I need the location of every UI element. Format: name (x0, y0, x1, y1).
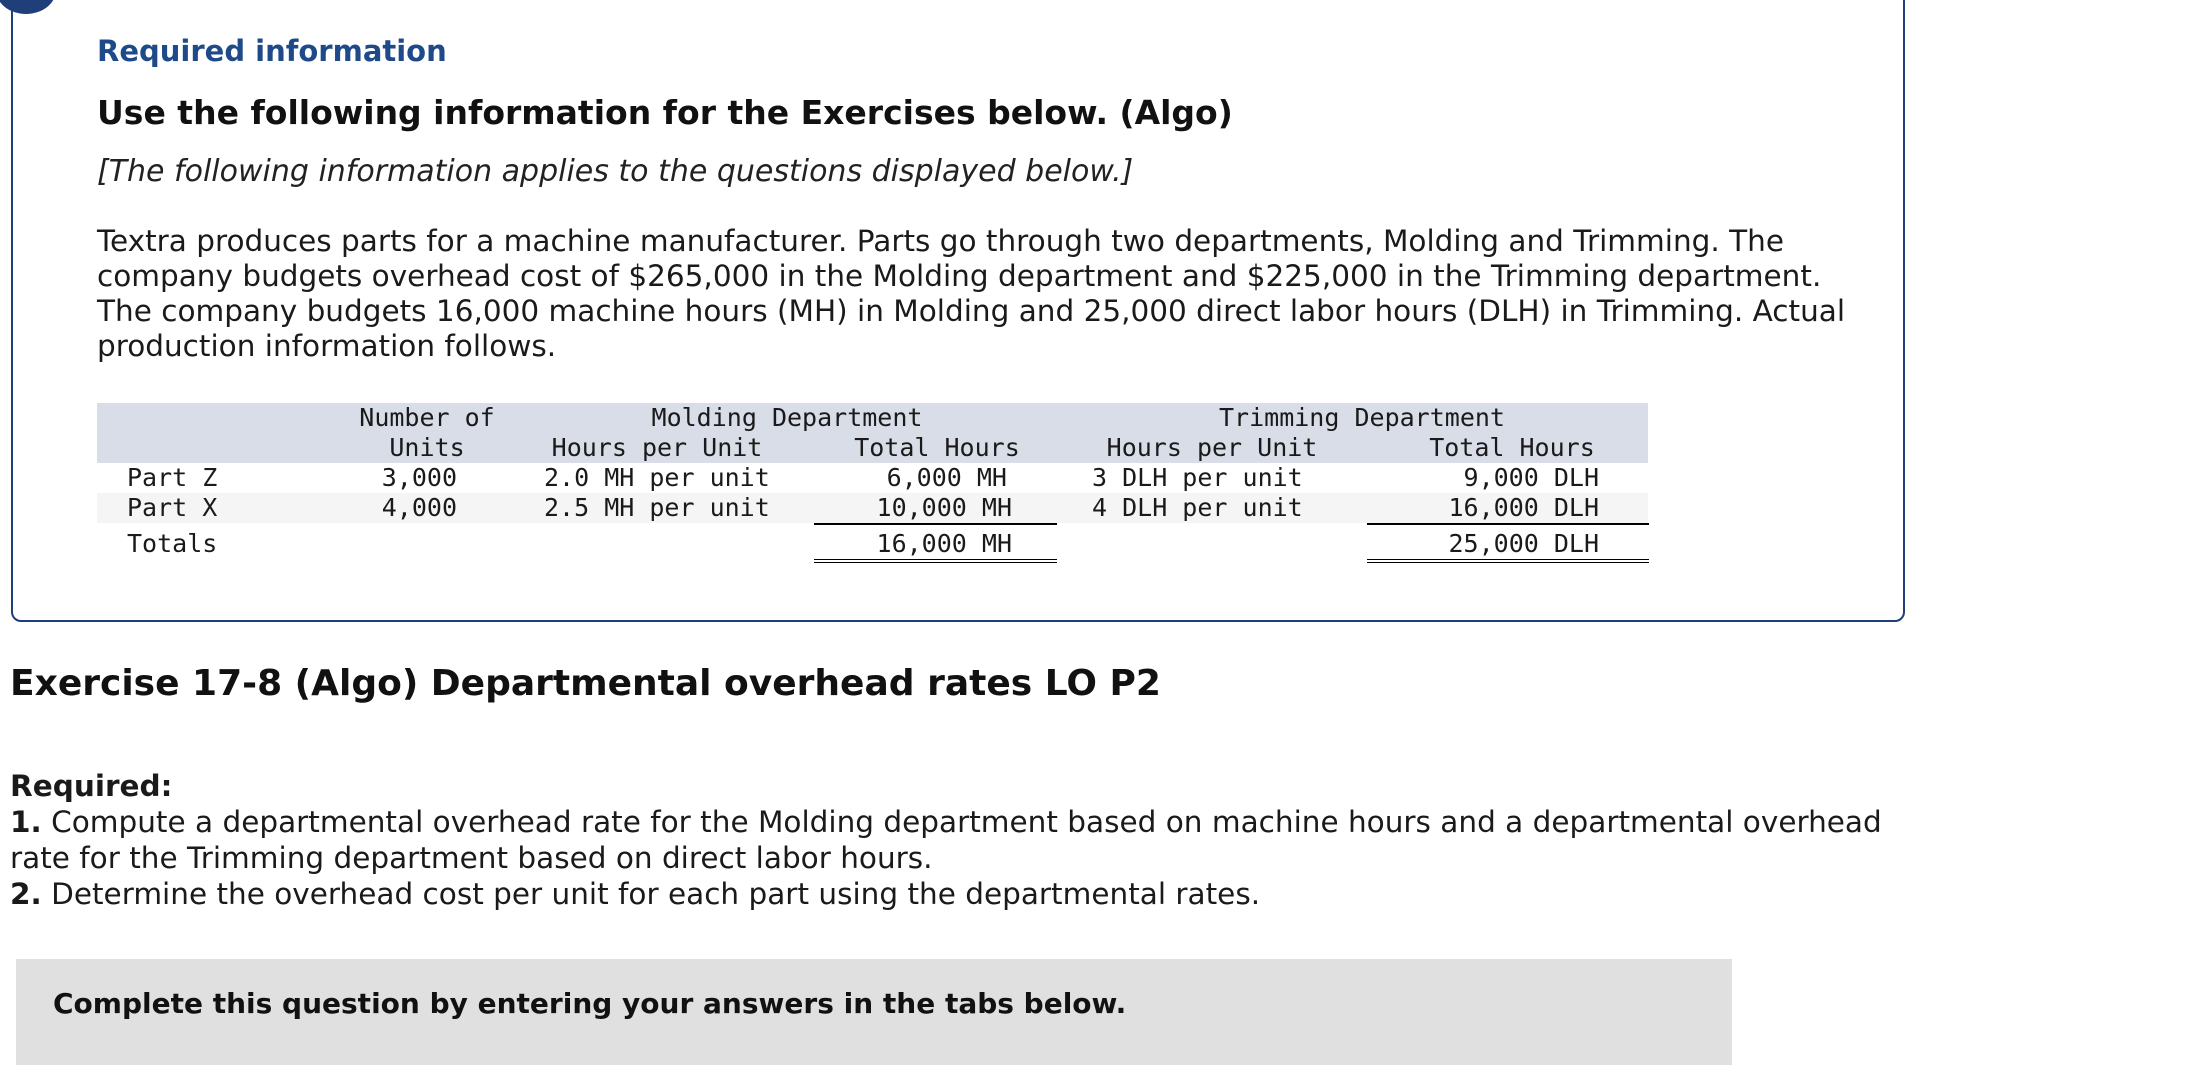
required-item-2 (10, 876, 1910, 912)
instruction-banner (16, 959, 1732, 1065)
trimming-hours-per-unit-header: Hours per Unit (1106, 433, 1318, 462)
required-item-1 (10, 804, 1910, 876)
scenario-paragraph: Textra produces parts for a machine manufacturer. Parts go through two departments, Molding and Trimming. The company budgets overhead cost of $265,000 in the Molding department and $225,000 in the Trimming department. The company budgets 16,000 machine hours (MH) in Molding and 25,000 direct labor hours (DLH) in Trimming. Actual production information follows. (97, 224, 1846, 363)
instruction-text: Complete this question by entering your answers in the tabs below. (53, 987, 1127, 1020)
exercise-title: Exercise 17-8 (Algo) Departmental overhead rates LO P2 (10, 663, 1161, 704)
units-header: Units (389, 433, 465, 462)
molding-hours-per-unit-header: Hours per Unit (551, 433, 763, 462)
molding-total-hours: 10,000 MH (814, 493, 1057, 525)
molding-hours-per-unit: 2.5 MH per unit (544, 493, 770, 522)
units-value: 4,000 (381, 493, 457, 522)
trimming-hours-per-unit: 4 DLH per unit (1092, 493, 1303, 522)
table-row (97, 493, 1648, 523)
item-number: 1. (10, 805, 42, 839)
part-name: Part X (127, 493, 218, 522)
required-information-heading: Required information (97, 34, 447, 68)
molding-department-header: Molding Department (651, 403, 923, 432)
molding-hours-per-unit: 2.0 MH per unit (544, 463, 770, 492)
required-label: Required: (10, 769, 173, 803)
trimming-department-header: Trimming Department (1219, 403, 1505, 432)
molding-total-hours-header: Total Hours (854, 433, 1020, 462)
required-section (10, 768, 1910, 912)
units-value: 3,000 (381, 463, 457, 492)
totals-row (97, 523, 1648, 571)
molding-total-hours: 6,000 MH (886, 463, 1007, 492)
item-number: 2. (10, 877, 42, 911)
item-text: Compute a departmental overhead rate for the Molding department based on machine hours and a departmental overhead rate for the Trimming department based on direct labor hours. (10, 805, 1882, 875)
trimming-grand-total: 25,000 DLH (1367, 529, 1649, 563)
table-header-row-1 (97, 403, 1648, 433)
units-header-top: Number of (359, 403, 495, 432)
instructions-heading: Use the following information for the Exercises below. (Algo) (97, 93, 1233, 132)
molding-grand-total: 16,000 MH (814, 529, 1057, 563)
applies-note: [The following information applies to the questions displayed below.] (97, 154, 1134, 189)
trimming-total-hours: 9,000 DLH (1463, 463, 1599, 492)
trimming-hours-per-unit: 3 DLH per unit (1092, 463, 1303, 492)
table-header-row-2 (97, 433, 1648, 463)
totals-label: Totals (127, 529, 218, 558)
trimming-total-hours: 16,000 DLH (1367, 493, 1649, 525)
part-name: Part Z (127, 463, 218, 492)
table-row (97, 463, 1648, 493)
production-data-table (97, 403, 1648, 571)
trimming-total-hours-header: Total Hours (1429, 433, 1595, 462)
item-text: Determine the overhead cost per unit for each part using the departmental rates. (51, 877, 1261, 911)
